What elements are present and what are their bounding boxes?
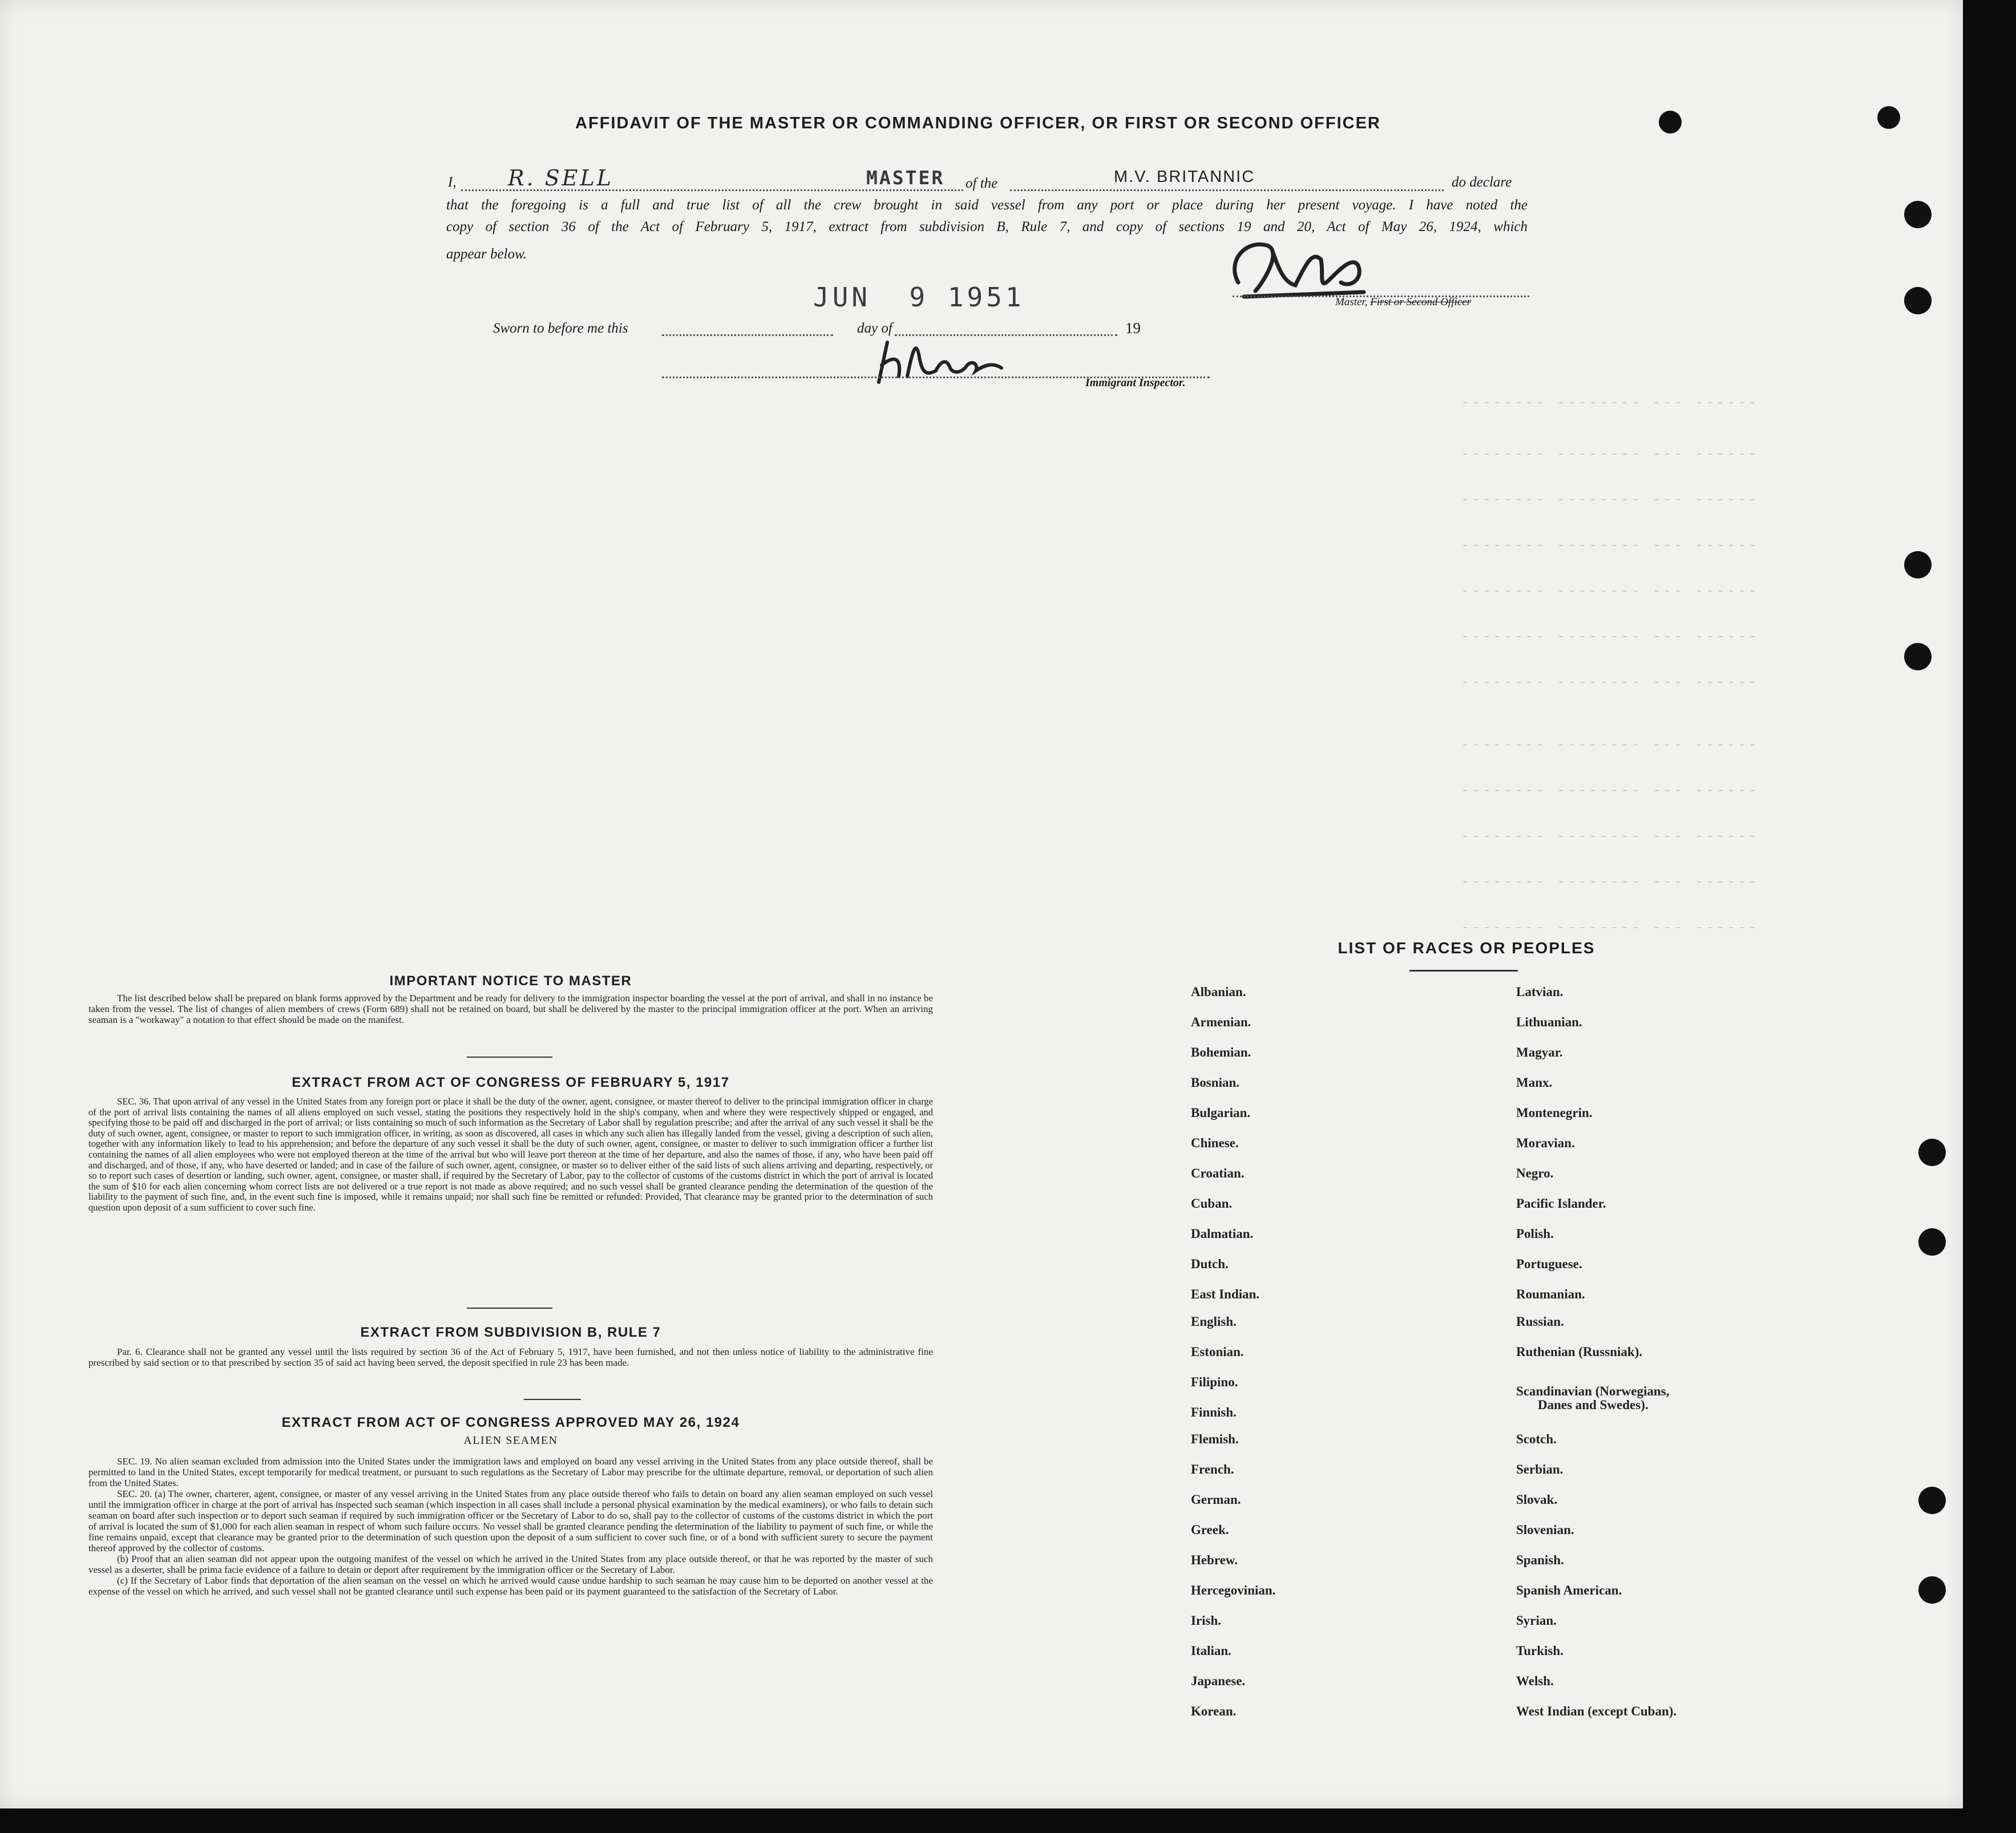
race-item: Korean. [1191, 1704, 1237, 1718]
race-item: Albanian. [1191, 985, 1246, 999]
race-item: Finnish. [1191, 1405, 1237, 1419]
race-item: Danes and Swedes). [1538, 1398, 1649, 1412]
scan-border [1963, 0, 2016, 1833]
affidavit-title: AFFIDAVIT OF THE MASTER OR COMMANDING OFFICER, OR FIRST OR SECOND OFFICER [575, 114, 1381, 132]
vessel-name: M.V. BRITANNIC [1114, 168, 1255, 186]
do-declare-label: do declare [1452, 175, 1512, 190]
race-item: Dalmatian. [1191, 1227, 1254, 1241]
rule7-title: EXTRACT FROM SUBDIVISION B, RULE 7 [360, 1325, 661, 1340]
divider [524, 1399, 581, 1400]
inspector-signature [856, 331, 1016, 388]
sworn-label: Sworn to before me this [493, 321, 628, 336]
race-item: Estonian. [1191, 1345, 1244, 1359]
race-item: Montenegrin. [1516, 1106, 1593, 1120]
punch-hole [1918, 1487, 1946, 1514]
punch-hole [1904, 643, 1932, 670]
punch-hole [1918, 1139, 1946, 1166]
race-item: Syrian. [1516, 1613, 1557, 1628]
divider [467, 1308, 552, 1309]
divider [1409, 970, 1518, 972]
race-item: Spanish. [1516, 1553, 1564, 1567]
race-item: Greek. [1191, 1523, 1229, 1537]
race-item: Scandinavian (Norwegians, [1516, 1384, 1670, 1398]
rule7-body: Par. 6. Clearance shall not be granted any vessel until the lists required by section 36 of the Act of February 5, 1917, have been furnished, and not then unless notice of liability to the administrative fine prescribed by said section or to that prescribed by section 35 of said act having been served, the deposit specified in rule 23 has been made. [88, 1346, 933, 1368]
race-item: Filipino. [1191, 1375, 1238, 1389]
signature-caption [1335, 296, 1471, 309]
race-item: Latvian. [1516, 985, 1563, 999]
punch-hole [1904, 551, 1932, 578]
i-label: I, [448, 175, 456, 190]
date-stamp: JUN 9 1951 [813, 282, 1025, 313]
extract-1917-body: SEC. 36. That upon arrival of any vessel in the United States from any foreign port or place it shall be the duty of the owner, agent, consignee, or master thereof to deliver to the principal immigration officer in charge of the port of arrival lists containing the names of all aliens employed on such vessel, stating the positions they respectively hold in the ship's company, when and where they were respectively shipped or engaged, and specifying those to be paid off and discharged in the port of arrival; or lists containing so much of such information as the Secretary of Labor shall by regulation prescribe; and after the arrival of any such vessel it shall be the duty of such owner, agent, consignee, or master to report to such immigration officer, in writing, as soon as discovered, all cases in which any such alien has illegally landed from the vessel, giving a description of such alien, together with any information likely to lead to his apprehension; and before the departure of any such vessel it shall be the duty of such owner, agent, consignee, or master to deliver to such immigration officer a further list containing the names of all alien employees who were not employed thereon at the time of the arrival but who will leave port thereon at the time of her departure, and also the names of those, if any, who have been paid off and discharged, and of those, if any, who have deserted or landed; and in case of the failure of such owner, agent, consignee, or master so to deliver either of the said lists of such aliens arriving and departing, respectively, or so to report such cases of desertion or landing, such owner, agent, consignee, or master shall, if required by the Secretary of Labor, pay to the collector of customs of the customs district in which the port of arrival is located the sum of $10 for each alien concerning whom correct lists are not delivered or a true report is not made as above required; and no such vessel shall be granted clearance pending the determination of the question of the liability to the payment of such fine, and, in the event such fine is imposed, while it remains unpaid; nor shall such fine be remitted or refunded: Provided, That clearance may be granted prior to the determination of such question upon deposit of a sum sufficient to cover such fine. [88, 1096, 933, 1213]
declaration-line-4: appear below. [446, 246, 527, 262]
punch-hole [1904, 201, 1932, 228]
race-item: Russian. [1516, 1314, 1564, 1329]
extract-1924-body [88, 1456, 933, 1597]
race-item: Turkish. [1516, 1644, 1563, 1658]
race-item: Irish. [1191, 1613, 1222, 1628]
races-title: LIST OF RACES OR PEOPLES [1338, 939, 1595, 957]
divider [467, 1057, 552, 1058]
race-item: Croatian. [1191, 1166, 1245, 1180]
race-item: Magyar. [1516, 1045, 1563, 1059]
sworn-day-line [662, 323, 833, 336]
race-item: Armenian. [1191, 1015, 1251, 1029]
punch-hole [1918, 1228, 1946, 1256]
race-item: Negro. [1516, 1166, 1554, 1180]
officer-name: R. SELL [508, 165, 614, 191]
race-item: Bulgarian. [1191, 1106, 1251, 1120]
master-signature-line [1233, 284, 1529, 297]
race-item: Flemish. [1191, 1432, 1239, 1446]
race-item: Cuban. [1191, 1196, 1233, 1211]
sec20b-text: (b) Proof that an alien seaman did not appear upon the outgoing manifest of the vessel on which he arrived in the United States from any place outside thereof, or that he was reported by the master of such vessel as a deserter, shall be prima facie evidence of a failure to detain or deport after requirement by the immigration officer or the Secretary of Labor. [88, 1553, 933, 1575]
day-of-label: day of [857, 321, 892, 336]
race-item: Pacific Islander. [1516, 1196, 1606, 1211]
race-item: Slovak. [1516, 1492, 1558, 1507]
race-item: Bosnian. [1191, 1075, 1240, 1090]
race-item: East Indian. [1191, 1287, 1260, 1301]
race-item: Serbian. [1516, 1462, 1563, 1476]
race-item: Manx. [1516, 1075, 1553, 1090]
race-item: Italian. [1191, 1644, 1231, 1658]
race-item: Hercegovinian. [1191, 1583, 1276, 1597]
of-the-label: of the [965, 176, 998, 191]
sec20c-text: (c) If the Secretary of Labor finds that deportation of the alien seaman on the vessel on which he arrived would cause undue hardship to such seaman he may cause him to be deported on another vessel at the expense of the vessel on which he arrived, and such vessel shall not be granted clearance until such expense has been paid or its payment guaranteed to the satisfaction of the Secretary of Labor. [88, 1575, 933, 1597]
alien-seamen-subtitle: ALIEN SEAMEN [463, 1434, 558, 1447]
struck-officer-caption: First or Second Officer [1370, 296, 1472, 308]
sec19-text: SEC. 19. No alien seaman excluded from admission into the United States under the immigration laws and employed on board any vessel arriving in the United States from any place outside thereof, shall be permitted to land in the United States, except temporarily for medical treatment, or pursuant to such regulations as the Secretary of Labor may prescribe for the ultimate departure, removal, or deportation of such alien from the United States. [88, 1456, 933, 1488]
race-item: Bohemian. [1191, 1045, 1251, 1059]
sec20a-text: SEC. 20. (a) The owner, charterer, agent, consignee, or master of any vessel arriving in the United States from any place outside thereof who fails to detain on board any alien seaman employed on such vessel until the immigration officer in charge at the port of arrival has inspected such seaman (which inspection in all cases shall include a personal physical examination by the medical examiners), or who fails to detain such seaman on board after such inspection or to deport such seaman if required by such immigration officer or the Secretary of Labor to do so, shall pay to the collector of customs of the customs district in which the port of arrival is located the sum of $1,000 for each alien seaman in respect of whom such failure occurs. No vessel shall be granted clearance pending the determination of the liability to payment of such fine, or while the fine remains unpaid, except that clearance may be granted prior to the determination of such question upon the deposit of a sum sufficient to cover such fine, or of a bond with sufficient surety to secure the payment thereof approved by the collector of customs. [88, 1488, 933, 1553]
race-item: Spanish American. [1516, 1583, 1622, 1597]
extract-1924-title: EXTRACT FROM ACT OF CONGRESS APPROVED MAY 26, 1924 [281, 1415, 740, 1430]
race-item: Welsh. [1516, 1674, 1554, 1688]
punch-hole [1659, 111, 1682, 133]
race-item: Dutch. [1191, 1257, 1229, 1271]
inspector-caption: Immigrant Inspector. [1085, 377, 1186, 389]
race-item: German. [1191, 1492, 1241, 1507]
master-caption: Master, [1335, 296, 1368, 308]
race-item: Polish. [1516, 1227, 1554, 1241]
race-item: Hebrew. [1191, 1553, 1238, 1567]
race-item: Moravian. [1516, 1136, 1575, 1150]
rank-stamp: MASTER [866, 167, 945, 189]
race-item: Portuguese. [1516, 1257, 1582, 1271]
notice-title: IMPORTANT NOTICE TO MASTER [389, 973, 632, 989]
race-item: Japanese. [1191, 1674, 1246, 1688]
punch-hole [1877, 106, 1900, 129]
race-item: Ruthenian (Russniak). [1516, 1345, 1643, 1359]
declaration-line-2: that the foregoing is a full and true list of all the crew brought in said vessel from any port or place during her present voyage. I have noted the [446, 197, 1528, 213]
punch-hole [1904, 287, 1932, 314]
extract-1917-title: EXTRACT FROM ACT OF CONGRESS OF FEBRUARY 5, 1917 [292, 1075, 730, 1090]
race-item: Slovenian. [1516, 1523, 1574, 1537]
race-item: West Indian (except Cuban). [1516, 1704, 1677, 1718]
race-item: Roumanian. [1516, 1287, 1585, 1301]
punch-hole [1918, 1576, 1946, 1604]
race-item: Chinese. [1191, 1136, 1239, 1150]
race-item: French. [1191, 1462, 1234, 1476]
race-item: Scotch. [1516, 1432, 1557, 1446]
declaration-line-3: copy of section 36 of the Act of February 5, 1917, extract from subdivision B, Rule 7, and copy of sections 19 and 20, Act of May 26, 1924, which [446, 219, 1528, 234]
race-item: Lithuanian. [1516, 1015, 1582, 1029]
notice-body: The list described below shall be prepared on blank forms approved by the Department and be ready for delivery to the immigration inspector boarding the vessel at the port of arrival, and shall in no instance be taken from the vessel. The list of changes of alien members of crews (Form 689) shall not be retained on board, but shall be delivered by the master to the principal immigration officer at the port. When an arriving seaman is a "workaway" a notation to that effect should be made on the manifest. [88, 993, 933, 1025]
race-item: English. [1191, 1314, 1237, 1329]
year-prefix: 19 [1125, 319, 1141, 337]
